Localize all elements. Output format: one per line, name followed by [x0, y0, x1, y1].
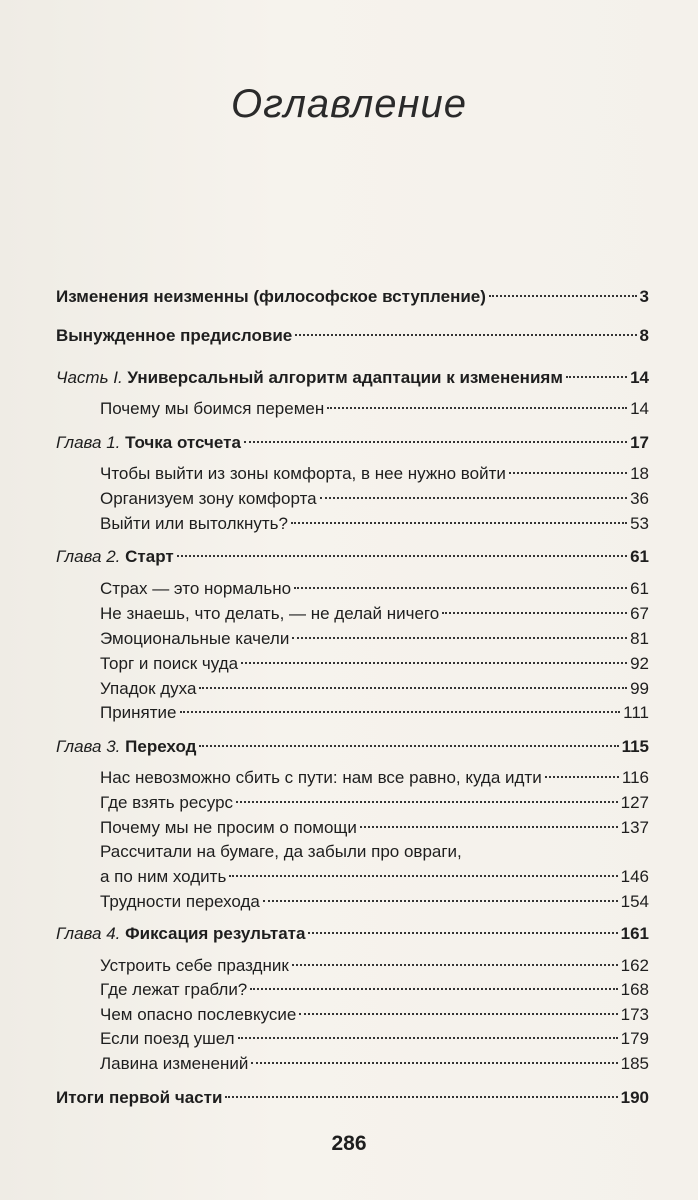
toc-entry-page: 115 — [621, 737, 649, 756]
dot-leader — [229, 875, 617, 877]
toc-entry-label: Трудности перехода — [100, 892, 260, 911]
toc-entry-label: Почему мы боимся перемен — [100, 399, 325, 418]
dot-leader — [566, 376, 627, 378]
toc-entry-first-line: Рассчитали на бумаге, да забыли про овраги, — [100, 842, 462, 861]
toc-entry-page: 18 — [630, 464, 649, 483]
toc-entry-page: 14 — [630, 399, 649, 418]
dot-leader — [236, 801, 618, 803]
toc-entry-page: 53 — [630, 514, 649, 533]
toc-entry-label: Точка отсчета — [125, 433, 241, 452]
toc-entry-page: 162 — [620, 956, 649, 975]
dot-leader — [291, 522, 627, 524]
dot-leader — [225, 1096, 617, 1098]
dot-leader — [177, 555, 627, 557]
toc-chapter-3 — [56, 736, 649, 758]
dot-leader — [241, 662, 627, 664]
toc-entry-preface — [56, 325, 649, 347]
toc-entry-page: 81 — [630, 629, 649, 648]
toc-entry-page: 36 — [630, 489, 649, 508]
toc-entry-page: 61 — [630, 547, 649, 566]
toc-entry — [100, 767, 649, 789]
toc-entry-intro — [56, 286, 649, 308]
dot-leader — [489, 295, 637, 297]
toc-part-1 — [56, 367, 649, 389]
toc-entry-label: Принятие — [100, 703, 177, 722]
dot-leader — [251, 1062, 617, 1064]
toc-entry-label: Универсальный алгоритм адаптации к изменениям — [127, 368, 563, 387]
dot-leader — [199, 687, 627, 689]
toc-entry-page: 92 — [630, 654, 649, 673]
toc-entry-continuation: а по ним ходить — [100, 867, 227, 886]
toc-chapter-prefix: Глава 4. — [56, 924, 121, 943]
toc-entry-page: 3 — [639, 287, 649, 306]
toc-entry-page: 168 — [620, 980, 649, 999]
toc-entry — [100, 678, 649, 700]
toc-entry-page: 146 — [620, 867, 649, 886]
dot-leader — [199, 745, 618, 747]
toc-chapter-prefix: Глава 3. — [56, 737, 121, 756]
toc-chapter-prefix: Глава 1. — [56, 433, 121, 452]
toc-entry-label: Эмоциональные качели — [100, 629, 290, 648]
dot-leader — [327, 407, 627, 409]
dot-leader — [509, 472, 627, 474]
toc-entry — [100, 1028, 649, 1050]
toc-chapter-2 — [56, 546, 649, 568]
toc-entry-label: Итоги первой части — [56, 1088, 223, 1107]
toc-entry-label: Чтобы выйти из зоны комфорта, в нее нужно войти — [100, 464, 506, 483]
toc-entry — [100, 653, 649, 675]
dot-leader — [299, 1013, 617, 1015]
toc-entry-label: Лавина изменений — [100, 1054, 249, 1073]
toc-entry-page: 154 — [620, 892, 649, 911]
toc-entry-page: 173 — [620, 1005, 649, 1024]
toc-entry-label: Где лежат грабли? — [100, 980, 248, 999]
toc-entry — [100, 1053, 649, 1075]
toc-entry — [100, 488, 649, 510]
toc-entry-page: 116 — [621, 768, 649, 787]
dot-leader — [244, 441, 627, 443]
toc-chapter-4 — [56, 923, 649, 945]
toc-entry-label: Торг и поиск чуда — [100, 654, 239, 673]
toc-entry-page: 99 — [630, 679, 649, 698]
toc-entry-label: Нас невозможно сбить с пути: нам все равно, куда идти — [100, 768, 542, 787]
dot-leader — [308, 932, 617, 934]
toc-entry — [100, 578, 649, 600]
dot-leader — [238, 1037, 618, 1039]
toc-entry — [100, 513, 649, 535]
page-number: 286 — [331, 1132, 367, 1155]
toc-entry-page: 179 — [620, 1029, 649, 1048]
toc-entry-label: Не знаешь, что делать, — не делай ничего — [100, 604, 440, 623]
dot-leader — [295, 334, 636, 336]
toc-entry-page: 14 — [630, 368, 649, 387]
toc-entry — [100, 1004, 649, 1026]
toc-entry — [100, 792, 649, 814]
toc-entry-page: 111 — [623, 703, 649, 722]
toc-entry-label: Страх — это нормально — [100, 579, 292, 598]
toc-entry-page: 137 — [620, 818, 649, 837]
toc-entry-label: Вынужденное предисловие — [56, 326, 293, 345]
dot-leader — [442, 612, 627, 614]
toc-entry-label: Фиксация результата — [125, 924, 306, 943]
toc-entry-label: Упадок духа — [100, 679, 197, 698]
dot-leader — [545, 776, 619, 778]
page-title: Оглавление — [230, 82, 468, 126]
dot-leader — [180, 711, 621, 713]
toc-entry — [100, 628, 649, 650]
toc-entry — [100, 603, 649, 625]
toc-entry-label: Старт — [125, 547, 174, 566]
toc-part-prefix: Часть I. — [56, 368, 123, 387]
toc-chapter-1 — [56, 432, 649, 454]
toc-entry — [100, 463, 649, 485]
toc-entry-page: 185 — [620, 1054, 649, 1073]
toc-entry-label: Переход — [125, 737, 197, 756]
toc-entry-page: 61 — [630, 579, 649, 598]
toc-entry — [100, 955, 649, 977]
dot-leader — [263, 900, 618, 902]
dot-leader — [292, 637, 627, 639]
toc-entry-label: Чем опасно послевкусие — [100, 1005, 297, 1024]
toc-chapter-prefix: Глава 2. — [56, 547, 121, 566]
toc-entry-label: Если поезд ушел — [100, 1029, 235, 1048]
toc-entry — [100, 817, 649, 839]
toc-entry-page: 17 — [630, 433, 649, 452]
toc-entry-label: Изменения неизменны (философское вступление) — [56, 287, 486, 306]
toc-entry-page: 190 — [620, 1088, 649, 1107]
toc-entry-label: Организуем зону комфорта — [100, 489, 317, 508]
dot-leader — [294, 587, 627, 589]
toc-entry-page: 67 — [630, 604, 649, 623]
toc-entry — [100, 979, 649, 1001]
toc-entry-label: Где взять ресурс — [100, 793, 234, 812]
dot-leader — [360, 826, 618, 828]
toc-entry-label: Устроить себе праздник — [100, 956, 289, 975]
dot-leader — [250, 988, 617, 990]
toc-entry-page: 8 — [639, 326, 649, 345]
toc-entry — [100, 866, 649, 888]
toc-entry — [100, 891, 649, 913]
toc-entry-page: 127 — [620, 793, 649, 812]
toc-entry-summary — [56, 1087, 649, 1109]
toc-entry-label: Выйти или вытолкнуть? — [100, 514, 288, 533]
toc-entry-label: Почему мы не просим о помощи — [100, 818, 357, 837]
dot-leader — [292, 964, 618, 966]
toc-entry-page: 161 — [620, 924, 649, 943]
toc-entry — [100, 398, 649, 420]
dot-leader — [320, 497, 627, 499]
toc-entry — [100, 702, 649, 724]
